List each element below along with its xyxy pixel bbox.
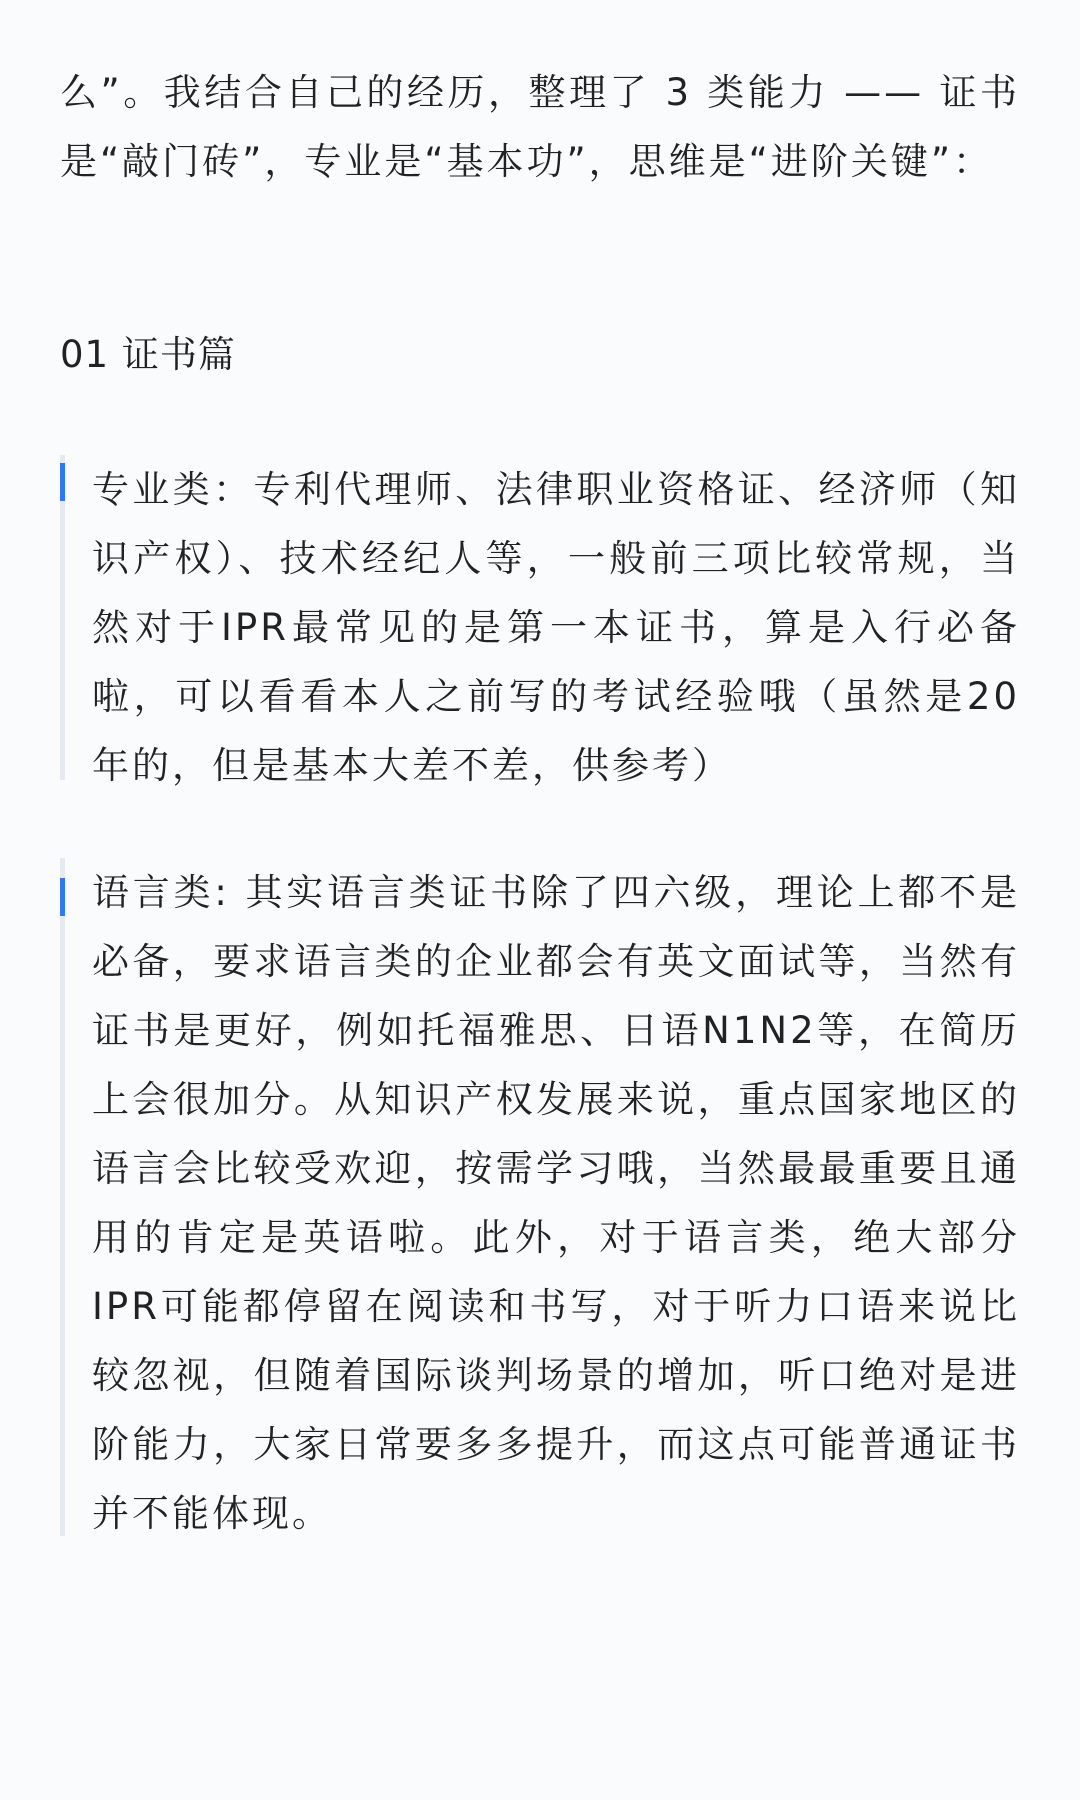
quote-text: 专业类：专利代理师、法律职业资格证、经济师（知识产权）、技术经纪人等，一般前三项比较常规，当然对于IPR最常见的是第一本证书，算是入行必备啦，可以看看本人之前写的考试经验哦（虽然是20年的，但是基本大差不差，供参考） — [92, 468, 1020, 787]
section-heading: 01 证书篇 — [60, 333, 236, 376]
quote-accent-bar — [60, 878, 65, 916]
quote-text: 语言类: 其实语言类证书除了四六级，理论上都不是必备，要求语言类的企业都会有英文面试等，当然有证书是更好，例如托福雅思、日语N1N2等，在简历上会很加分。从知识产权发展来说，重点国家地区的语言会比较受欢迎，按需学习哦，当然最最重要且通用的肯定是英语啦。此外，对于语言类，绝大部分IPR可能都停留在阅读和书写，对于听力口语来说比较忽视，但随着国际谈判场景的增加，听口绝对是进阶能力，大家日常要多多提升，而这点可能普通证书并不能体现。 — [92, 871, 1020, 1535]
quote-accent-bar — [60, 463, 65, 501]
blockquote-language — [60, 858, 1020, 1536]
intro-paragraph: 么”。我结合自己的经历，整理了 3 类能力 —— 证书是“敲门砖”，专业是“基本功”，思维是“进阶关键”： — [60, 71, 1020, 183]
blockquote-professional — [60, 455, 1020, 787]
